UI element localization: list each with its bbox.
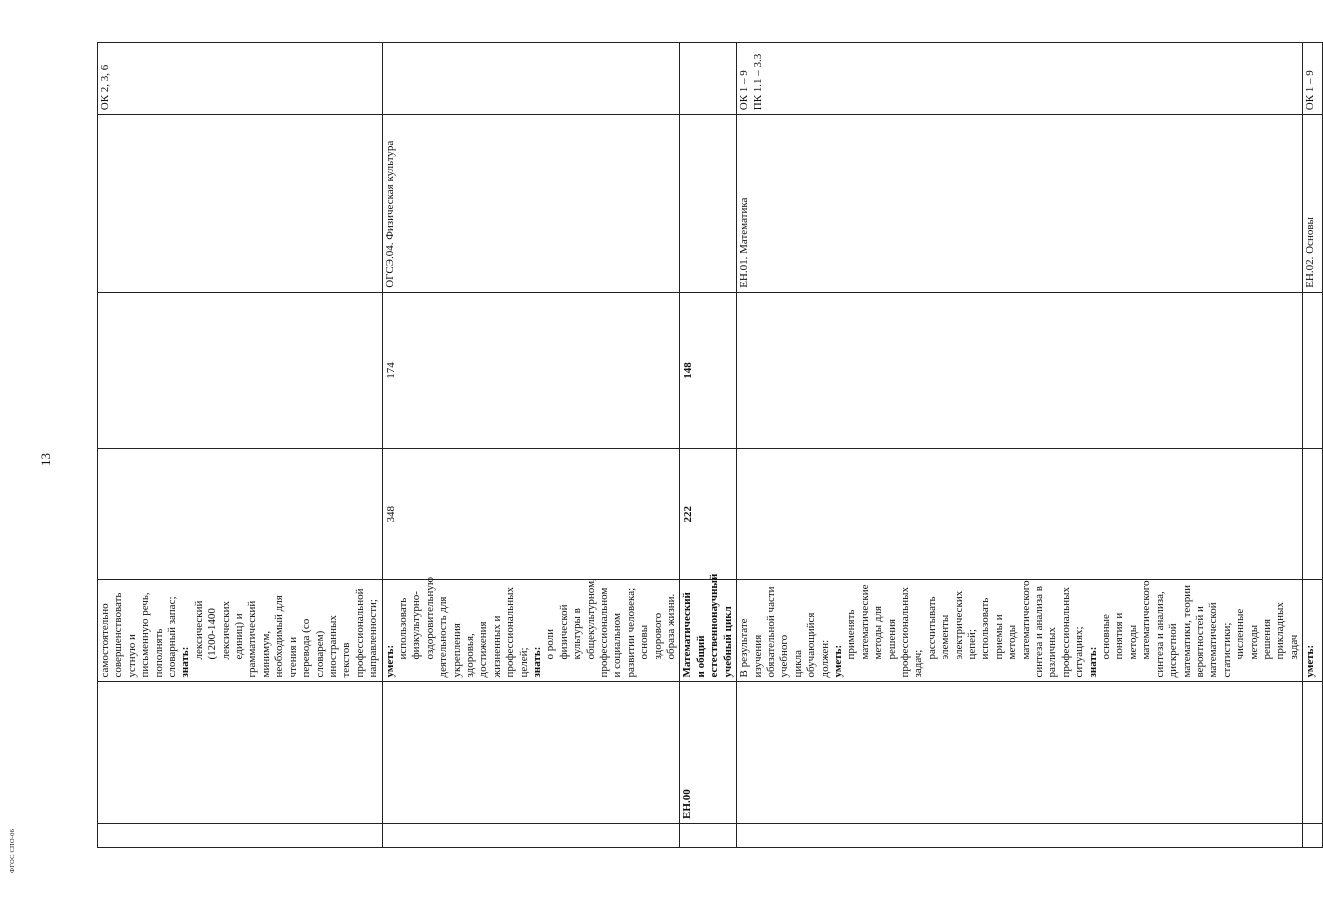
content-line: грамматический минимум, необходимый для чтения и	[246, 595, 299, 678]
competency-code: ОК 1 – 9	[1304, 70, 1317, 111]
curriculum-table	[97, 42, 1323, 848]
index-cell	[1303, 682, 1323, 823]
content-line: ситуациях;	[1073, 626, 1086, 678]
page-number: 13	[38, 453, 53, 466]
index-cell	[737, 682, 1303, 823]
content-line: о роли физической культуры в общекультурном,	[544, 578, 597, 660]
index-cell	[98, 682, 383, 823]
discipline-cell: ОГСЭ.04. Физическая культура	[382, 115, 680, 293]
content-cell	[737, 580, 1303, 682]
content-heading: знать:	[179, 646, 192, 678]
total-hours-cell	[737, 449, 1303, 580]
content-line: использовать физкультурно-оздоровительную	[396, 576, 436, 660]
content-heading: уметь:	[831, 644, 844, 678]
table-row	[737, 43, 1303, 848]
content-heading: уметь:	[383, 644, 396, 678]
table-row	[680, 43, 737, 848]
content-line: цикла обучающийся должен:	[791, 612, 831, 678]
content-line: письменную речь, пополнять словарный запас;	[139, 592, 179, 678]
blank-cell	[98, 823, 383, 847]
blank-cell	[1303, 823, 1323, 847]
content-cell	[680, 573, 737, 682]
content-line: применять математические методы для решения	[845, 584, 898, 660]
content-line: перевода (со словарем) иностранных текстов	[300, 615, 353, 678]
blank-cell	[680, 823, 737, 847]
content-line: самостоятельно совершенствовать устную и	[99, 592, 138, 678]
mandatory-hours-cell	[737, 292, 1303, 448]
content-heading: уметь:	[1304, 644, 1317, 678]
mandatory-hours-cell	[1303, 292, 1323, 448]
content-heading: знать:	[531, 646, 543, 678]
competencies-cell	[382, 43, 680, 115]
table-row	[98, 43, 383, 848]
discipline-cell	[680, 115, 737, 293]
competencies-cell	[98, 43, 383, 115]
competency-code: ОК 1 – 9	[738, 70, 751, 111]
mandatory-hours-cell	[98, 292, 383, 448]
content-line: лексический (1200-1400 лексических единиц) и	[192, 600, 246, 660]
total-hours-cell	[1303, 449, 1323, 580]
content-line: жизненных и профессиональных целей;	[490, 587, 530, 678]
blank-cell	[382, 823, 680, 847]
content-heading: знать:	[1086, 646, 1099, 678]
index-cell	[382, 682, 680, 823]
discipline-cell: ЕН.01. Математика	[737, 115, 1303, 293]
total-hours-cell	[98, 449, 383, 580]
content-cell	[1303, 580, 1323, 682]
content-line: профессиональных задач;	[898, 587, 925, 678]
discipline-cell	[98, 115, 383, 293]
content-line: основные понятия и методы математического	[1100, 580, 1153, 660]
content-cell	[382, 576, 680, 682]
competencies-cell	[1303, 43, 1323, 115]
content-line: деятельность для укрепления здоровья, достижения	[437, 596, 490, 678]
content-line: учебный цикл	[721, 606, 734, 678]
table-row	[1303, 43, 1323, 848]
competencies-cell	[680, 43, 737, 115]
content-line: В результате изучения обязательной части учебного	[738, 586, 791, 678]
content-line: численные методы решения прикладных задач	[1234, 602, 1300, 660]
content-line: синтеза и анализа, дискретной математики, теории	[1153, 584, 1193, 678]
content-line: Математический и общий естественнонаучный	[681, 573, 721, 678]
content-line: вероятностей и математической статистики;	[1193, 602, 1233, 678]
content-cell	[98, 580, 383, 682]
content-line: профессиональной направленности;	[353, 588, 380, 678]
content-line: использовать приемы и методы математического	[979, 580, 1032, 660]
competency-code: ПК 1.1 – 3.3	[751, 53, 764, 111]
mandatory-hours-cell: 148	[680, 292, 737, 448]
curriculum-table-rotated	[97, 42, 1317, 848]
discipline-cell: ЕН.02. Основы	[1303, 115, 1323, 293]
index-cell: ЕН.00	[680, 682, 737, 823]
content-line: основы здорового образа жизни.	[638, 593, 678, 660]
table-row	[382, 43, 680, 848]
footer-mark: ФГОС СПО-06	[9, 828, 16, 873]
mandatory-hours-cell: 174	[382, 292, 680, 448]
content-line: синтеза и анализа в различных профессиональных	[1033, 586, 1072, 678]
blank-cell	[737, 823, 1303, 847]
content-line: профессиональном и социальном развитии человека;	[598, 587, 637, 678]
content-line: рассчитывать элементы электрических цепей;	[925, 590, 978, 660]
competencies-cell	[737, 43, 1303, 115]
total-hours-cell: 348	[382, 449, 680, 580]
total-hours-cell: 222	[680, 449, 737, 580]
competency-code: ОК 2, 3, 6	[99, 64, 111, 111]
